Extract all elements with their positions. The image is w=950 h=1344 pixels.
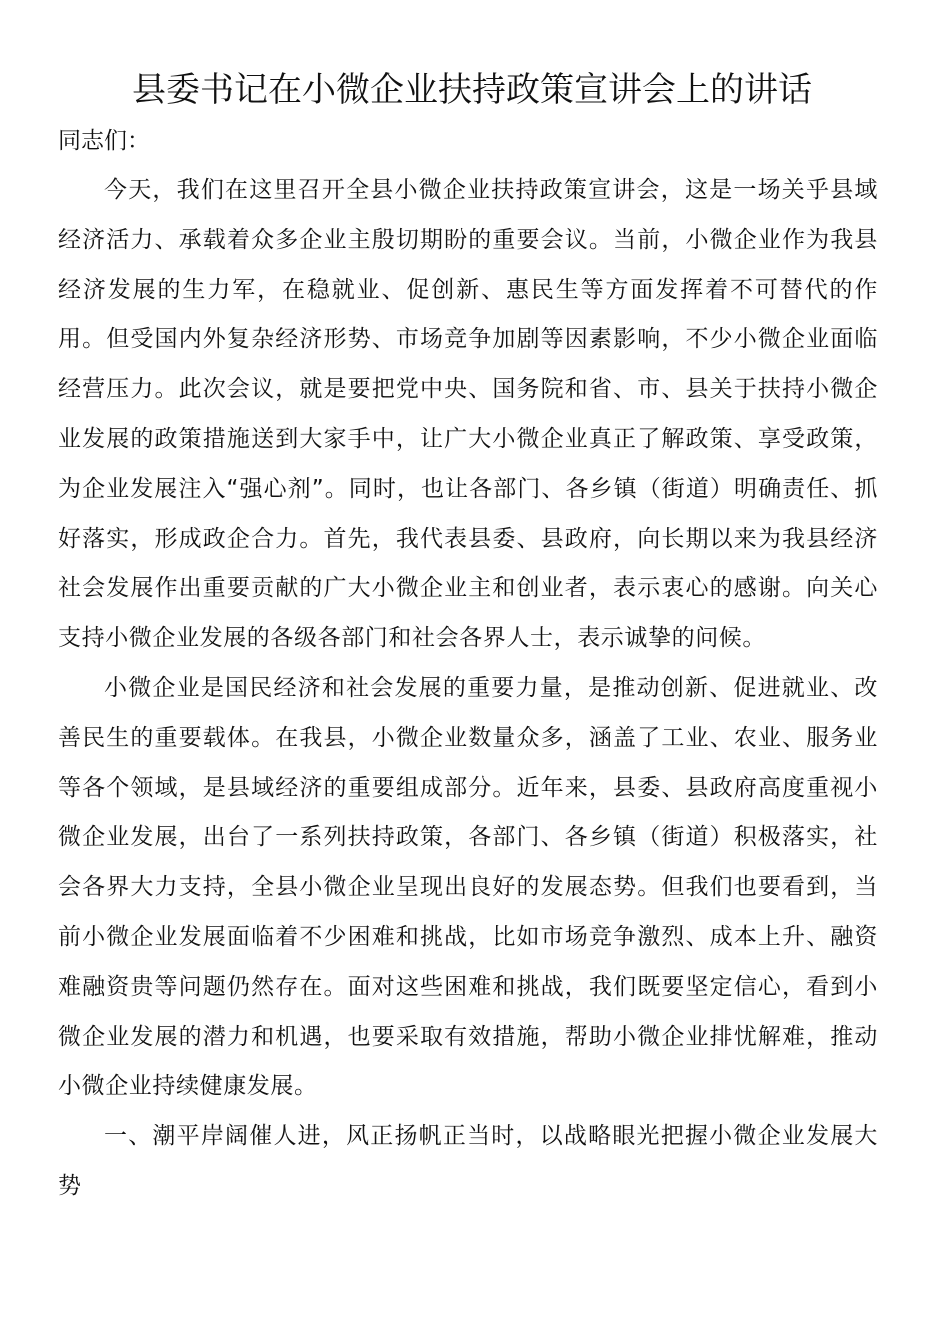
section-heading-1: 一、潮平岸阔催人进，风正扬帆正当时，以战略眼光把握小微企业发展大势 <box>58 1123 878 1199</box>
paragraph-context: 小微企业是国民经济和社会发展的重要力量，是推动创新、促进就业、改善民生的重要载体。在我县，小微企业数量众多，涵盖了工业、农业、服务业等各个领域，是县域经济的重要组成部分。近年来，县委、县政府高度重视小微企业发展，出台了一系列扶持政策，各部门、各乡镇（街道）积极落实，社会各界大力支持，全县小微企业呈现出良好的发展态势。但我们也要看到，当前小微企业发展面临着不少困难和挑战，比如市场竞争激烈、成本上升、融资难融资贵等问题仍然存在。面对这些困难和挑战，我们既要坚定信心，看到小微企业发展的潜力和机遇，也要采取有效措施，帮助小微企业排忧解难，推动小微企业持续健康发展。 <box>58 674 878 1100</box>
paragraph-opening: 今天，我们在这里召开全县小微企业扶持政策宣讲会，这是一场关乎县域经济活力、承载着众多企业主殷切期盼的重要会议。当前，小微企业作为我县经济发展的生力军，在稳就业、促创新、惠民生等方面发挥着不可替代的作用。但受国内外复杂经济形势、市场竞争加剧等因素影响，不少小微企业面临经营压力。此次会议，就是要把党中央、国务院和省、市、县关于扶持小微企业发展的政策措施送到大家手中，让广大小微企业真正了解政策、享受政策，为企业发展注入“强心剂”。同时，也让各部门、各乡镇（街道）明确责任、抓好落实，形成政企合力。首先，我代表县委、县政府，向长期以来为我县经济社会发展作出重要贡献的广大小微企业主和创业者，表示衷心的感谢。向关心支持小微企业发展的各级各部门和社会各界人士，表示诚挚的问候。 <box>58 177 878 652</box>
salutation: 同志们： <box>58 128 150 154</box>
document-title: 县委书记在小微企业扶持政策宣讲会上的讲话 <box>132 70 812 110</box>
